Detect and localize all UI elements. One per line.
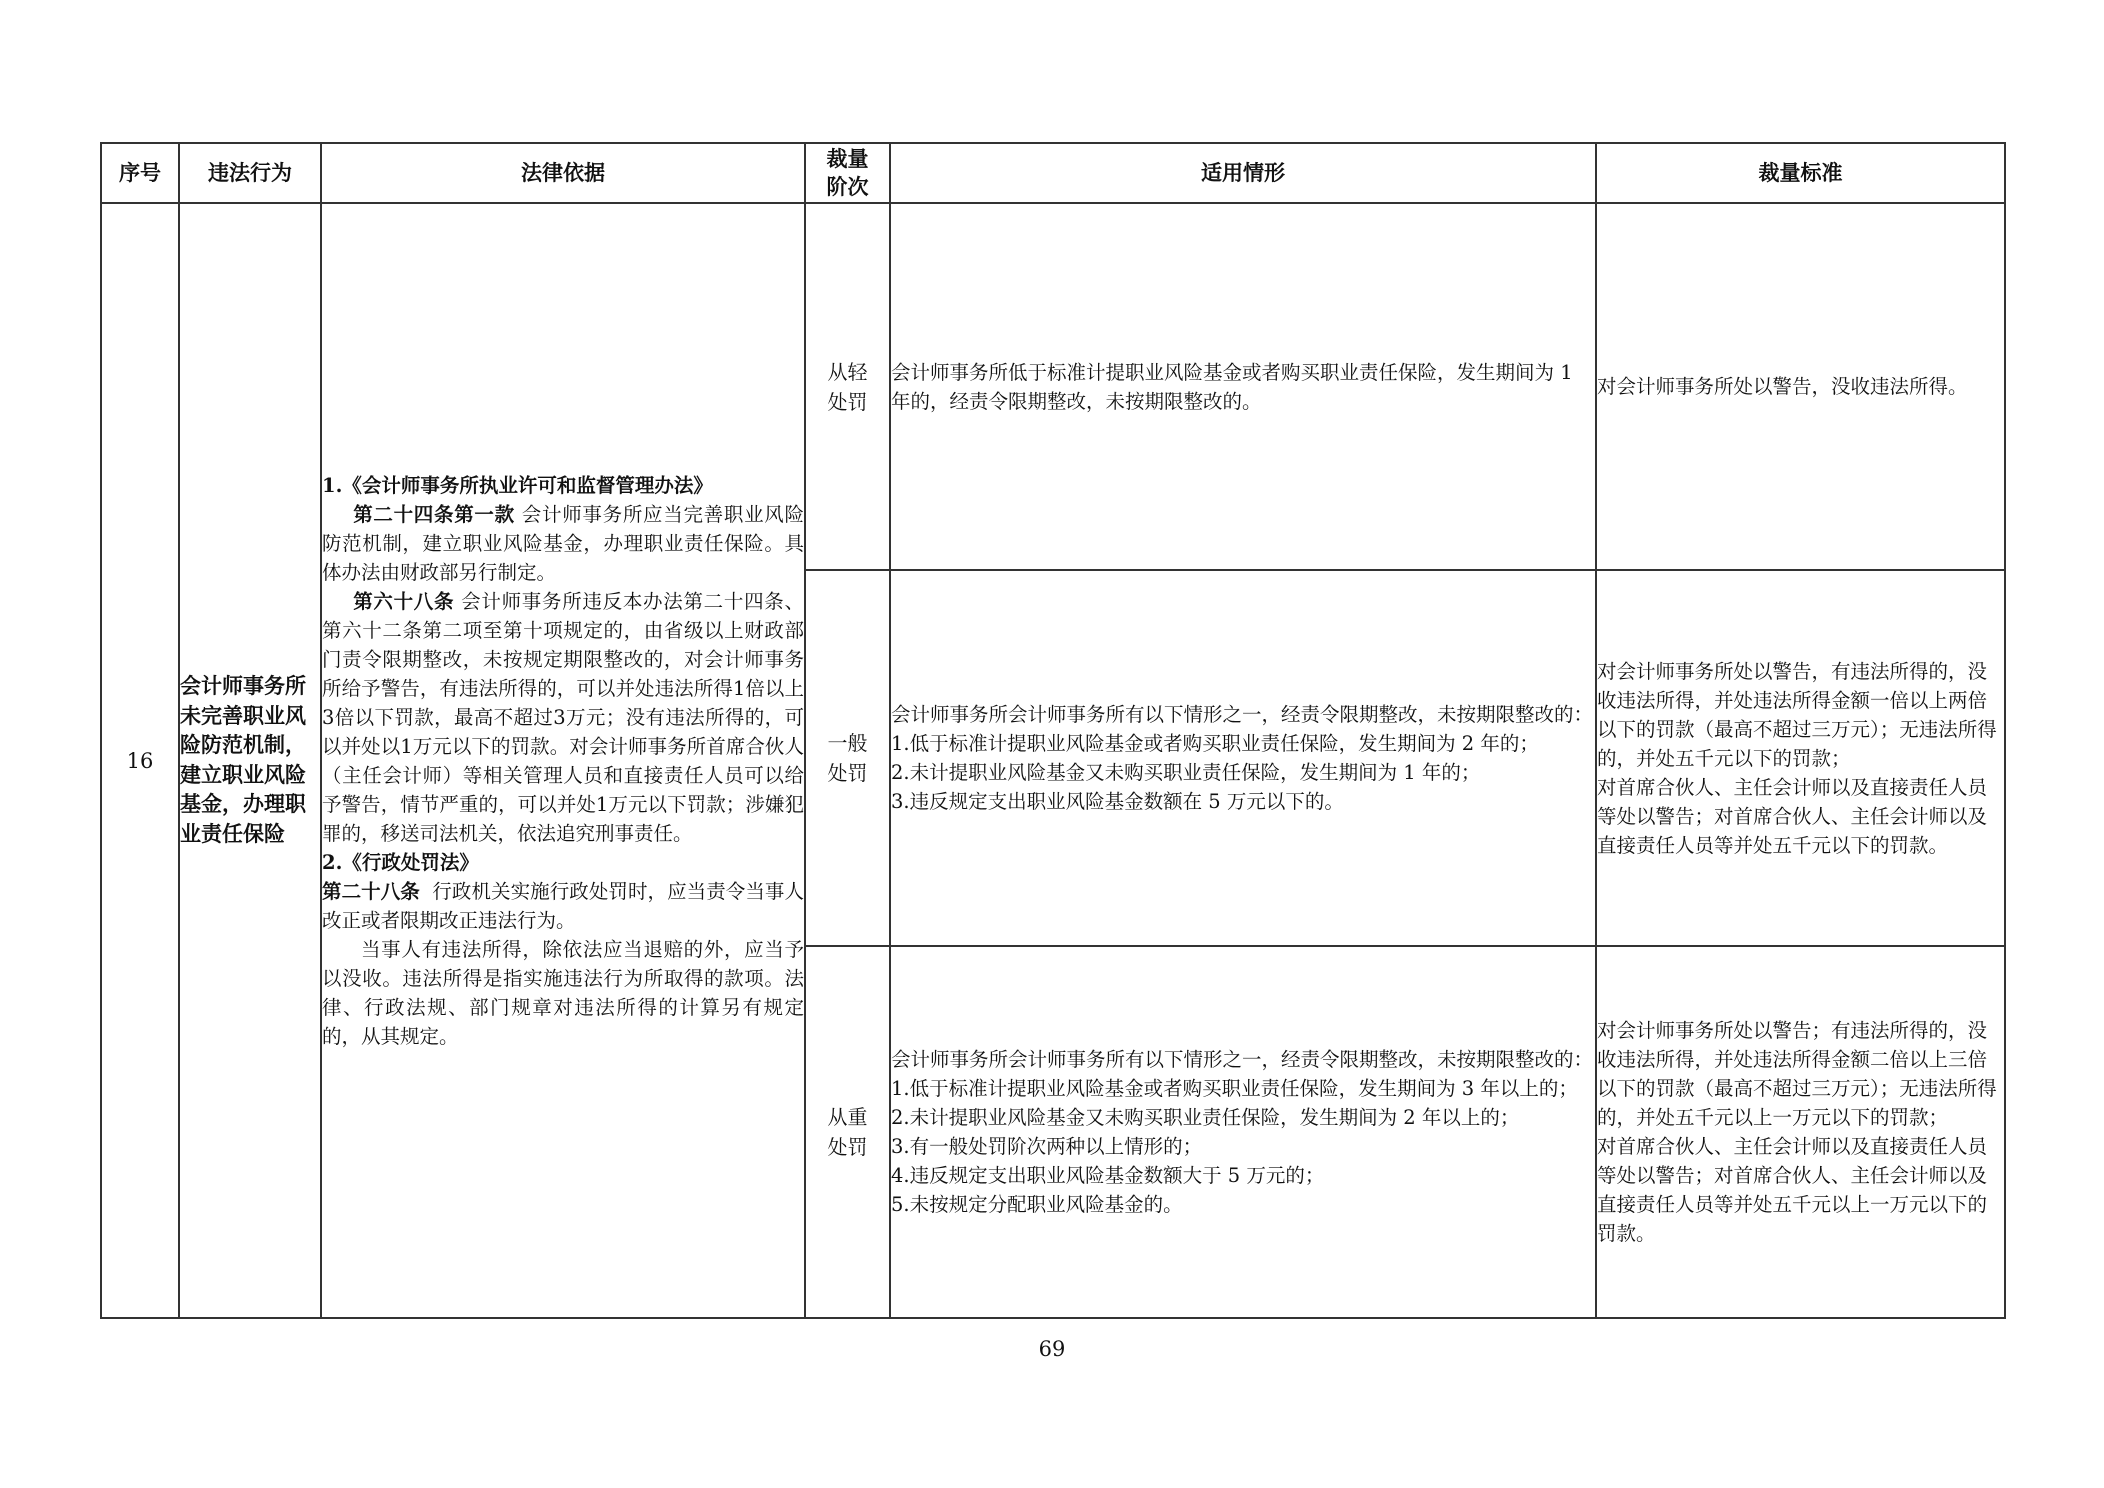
standard-normal (1596, 570, 2005, 946)
condition-line: 1.低于标准计提职业风险基金或者购买职业责任保险，发生期间为 2 年的； (891, 732, 1539, 755)
condition-line: 5.未按规定分配职业风险基金的。 (891, 1193, 1183, 1216)
standard-line: 对会计师事务所处以警告，有违法所得的，没收违法所得，并处违法所得金额一倍以上两倍以下的罚款（最高不超过三万元）；无违法所得的，并处五千元以下的罚款； (1597, 659, 1997, 770)
condition-heavy (890, 946, 1596, 1318)
law2-title: 2.《行政处罚法》 (322, 850, 479, 874)
header-violation: 违法行为 (179, 143, 321, 203)
level-light-line2: 处罚 (827, 389, 868, 414)
condition-line: 3.违反规定支出职业风险基金数额在 5 万元以下的。 (891, 790, 1344, 813)
standard-line: 对会计师事务所处以警告；有违法所得的，没收违法所得，并处违法所得金额二倍以上三倍以下的罚款（最高不超过三万元）；无违法所得的，并处五千元以上一万元以下的罚款； (1597, 1019, 1997, 1129)
row-legal-basis (321, 203, 805, 1318)
art28-paragraph (322, 877, 804, 935)
header-standard: 裁量标准 (1596, 143, 2005, 203)
condition-line: 2.未计提职业风险基金又未购买职业责任保险，发生期间为 2 年以上的； (891, 1106, 1520, 1129)
level-heavy (805, 946, 890, 1318)
header-condition: 适用情形 (890, 143, 1596, 203)
condition-line: 会计师事务所低于标准计提职业风险基金或者购买职业责任保险，发生期间为 1 年的，经责令限期整改，未按期限整改的。 (891, 360, 1573, 413)
level-light (805, 203, 890, 570)
level-normal (805, 570, 890, 946)
art28-paragraph-2: 当事人有违法所得，除依法应当退赔的外，应当予以没收。违法所得是指实施违法行为所取得的款项。法律、行政法规、部门规章对违法所得的计算另有规定的，从其规定。 (322, 937, 804, 1048)
header-legal-basis: 法律依据 (321, 143, 805, 203)
header-level-line1: 裁量 (826, 147, 869, 171)
row-violation: 会计师事务所未完善职业风险防范机制，建立职业风险基金，办理职业责任保险 (179, 203, 321, 1318)
art68-title: 第六十八条 (353, 589, 455, 613)
art24-text: 会计师事务所应当完善职业风险防范机制，建立职业风险基金，办理职业责任保险。具体办法由财政部另行制定。 (322, 502, 804, 584)
standard-line: 对首席合伙人、主任会计师以及直接责任人员等处以警告；对首席合伙人、主任会计师以及直接责任人员等并处五千元以下的罚款。 (1597, 775, 1988, 857)
level-heavy-line2: 处罚 (827, 1135, 868, 1159)
page-number: 69 (1038, 1337, 1066, 1361)
condition-light (890, 203, 1596, 570)
art28-text: 行政机关实施行政处罚时，应当责令当事人改正或者限期改正违法行为。 (322, 879, 804, 932)
standard-line: 对会计师事务所处以警告，没收违法所得。 (1597, 375, 1968, 398)
art68-paragraph (322, 587, 804, 848)
standard-heavy (1596, 946, 2005, 1318)
header-level-line2: 阶次 (826, 175, 869, 199)
level-heavy-line1: 从重 (827, 1105, 868, 1129)
condition-line: 会计师事务所会计师事务所有以下情形之一，经责令限期整改，未按期限整改的： (891, 1048, 1594, 1071)
condition-line: 3.有一般处罚阶次两种以上情形的； (891, 1135, 1203, 1158)
condition-normal (890, 570, 1596, 946)
penalty-standard-table (100, 142, 2006, 1319)
level-normal-line2: 处罚 (827, 761, 868, 785)
header-level (805, 143, 890, 203)
art28-title: 第二十八条 (322, 879, 420, 903)
header-seq: 序号 (101, 143, 179, 203)
condition-line: 2.未计提职业风险基金又未购买职业责任保险，发生期间为 1 年的； (891, 761, 1481, 784)
condition-line: 会计师事务所会计师事务所有以下情形之一，经责令限期整改，未按期限整改的： (891, 703, 1594, 726)
art68-text: 会计师事务所违反本办法第二十四条、第六十二条第二项至第十项规定的，由省级以上财政部门责令限期整改，未按规定期限整改的，对会计师事务所给予警告，有违法所得的，可以并处违法所得1倍以上3倍以下罚款，最高不超过3万元；没有违法所得的，可以并处以1万元以下的罚款。对会计师事务所首席合伙人（主任会计师）等相关管理人员和直接责任人员可以给予警告，情节严重的，可以并处1万元以下罚款；涉嫌犯罪的，移送司法机关，依法追究刑事责任。 (322, 589, 804, 845)
table-row (101, 203, 2005, 570)
table-header-row (101, 143, 2005, 203)
standard-line: 对首席合伙人、主任会计师以及直接责任人员等处以警告；对首席合伙人、主任会计师以及直接责任人员等并处五千元以上一万元以下的罚款。 (1597, 1135, 1988, 1245)
standard-light (1596, 203, 2005, 570)
level-normal-line1: 一般 (827, 731, 868, 755)
art24-paragraph (322, 500, 804, 587)
art24-title: 第二十四条第一款 (353, 502, 515, 526)
law1-title: 1.《会计师事务所执业许可和监督管理办法》 (322, 473, 713, 497)
condition-line: 4.违反规定支出职业风险基金数额大于 5 万元的； (891, 1164, 1325, 1187)
condition-line: 1.低于标准计提职业风险基金或者购买职业责任保险，发生期间为 3 年以上的； (891, 1077, 1578, 1100)
row-seq: 16 (101, 203, 179, 1318)
level-light-line1: 从轻 (827, 359, 868, 384)
